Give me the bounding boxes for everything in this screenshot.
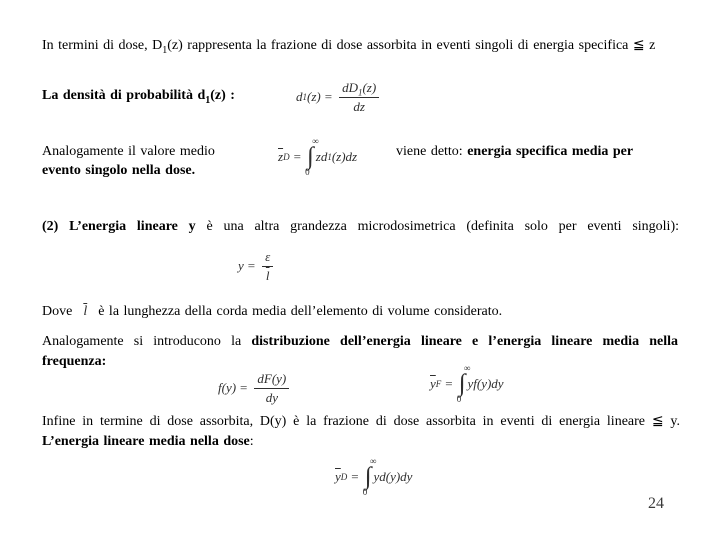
lbar-symbol: $\overline{l}$: [83, 304, 88, 319]
mean-value-right-bold: energia specifica media per: [467, 144, 634, 159]
dose-lineal-bold: L’energia lineare media nella dose: [42, 433, 250, 449]
dose-lineal-colon: :: [249, 433, 254, 449]
equals-sign: =: [240, 380, 248, 395]
denominator: l: [265, 267, 270, 283]
frequency-distribution-plain: Analogamente si introducono la: [42, 334, 252, 349]
equals-sign: =: [293, 149, 301, 164]
chord-length-note: [42, 302, 502, 322]
equals-sign: =: [445, 376, 453, 391]
dose-lineal-paragraph: [42, 412, 680, 452]
infinity-symbol: ∞: [463, 363, 471, 374]
formula-ybar-d: $\overline{y}$ D = ∞ ∫ 0 yd(y)dy: [335, 456, 413, 497]
lower-limit: 0: [305, 166, 310, 177]
integral: [456, 363, 471, 404]
chord-length-note-b: è la lunghezza della corda media dell’elemento di volume considerato.: [98, 304, 503, 319]
subscript-1: 1: [162, 44, 168, 56]
fraction: [262, 249, 273, 284]
formula-y-lineal: [238, 249, 276, 283]
paragraph-dose-intro-text-b: (z) rappresenta la frazione di dose assorbita in eventi singoli di energia specifica ≦ z: [167, 38, 656, 53]
integral-sign: ∫: [306, 143, 314, 171]
equals-sign: =: [247, 258, 256, 273]
paragraph-dose-intro: [42, 36, 678, 56]
infinity-symbol: ∞: [312, 136, 319, 147]
integral-sign: ∫: [364, 463, 372, 491]
formula-zbar-d-body-b: (z)dz: [331, 149, 358, 164]
page-number: 24: [648, 495, 664, 512]
formula-y-lineal-lhs: y: [238, 258, 244, 273]
formula-density: d 1 (z) = $\frac{dD_1(z)}{dz}$: [296, 80, 382, 114]
numerator: $dD_1(z)$: [339, 80, 379, 98]
mean-value-left-line1: Analogamente il valore medio: [42, 144, 215, 159]
density-label: [42, 86, 235, 106]
integral: [362, 456, 377, 497]
paragraph-dose-intro-text-a: In termini di dose, D: [42, 38, 163, 53]
mean-value-right-plain: viene detto:: [396, 144, 468, 159]
formula-zbar-d: $\overline{z}$ D = ∞ ∫ 0 zd 1 (z)dz: [278, 136, 358, 177]
lower-limit: 0: [456, 393, 462, 404]
lineal-energy-heading-bold: (2) L’energia lineare y: [42, 219, 196, 234]
infinity-symbol: ∞: [369, 456, 377, 467]
subscript-1: 1: [205, 94, 211, 106]
lower-limit: 0: [362, 486, 368, 497]
formula-zbar-d-body-a: zd: [315, 149, 328, 164]
denominator: dy: [265, 389, 278, 405]
numerator: ε: [262, 249, 273, 267]
lineal-energy-heading-rest: è una altra grandezza microdosimetrica (definita solo per eventi singoli):: [195, 219, 680, 234]
formula-ybar-f-body: yf(y)dy: [467, 376, 504, 391]
formula-ybar-d-body: yd(y)dy: [373, 469, 413, 484]
formula-density-lhs-args: (z): [307, 89, 321, 104]
fraction: [339, 80, 379, 115]
mean-value-left-line2: evento singolo nella dose.: [42, 163, 196, 178]
density-label-text-a: La densità di probabilità d: [42, 88, 206, 103]
formula-zbar-d-lhs: $\overline{z}$: [278, 149, 284, 164]
formula-ybar-f: $\overline{y}$ F = ∞ ∫ 0 yf(y)dy: [430, 363, 504, 404]
formula-fy: [218, 371, 292, 405]
integral-sign: ∫: [458, 370, 466, 398]
density-label-text-b: (z) :: [210, 88, 235, 103]
formula-ybar-d-lhs: $\overline{y}$: [335, 469, 341, 484]
equals-sign: =: [351, 469, 359, 484]
fraction: [254, 371, 289, 406]
denominator: dz: [353, 98, 365, 114]
integral: [305, 136, 319, 177]
frequency-distribution-paragraph: [42, 332, 678, 372]
mean-value-right: [396, 142, 682, 162]
formula-ybar-f-lhs: $\overline{y}$: [430, 376, 436, 391]
formula-density-lhs: d: [296, 89, 303, 104]
equals-sign: =: [324, 89, 333, 104]
lineal-energy-heading: [42, 217, 679, 237]
dose-lineal-plain: Infine in termine di dose assorbita, D(y) è la frazione di dose assorbita in eventi di energia lineare ≦ y.: [42, 414, 680, 429]
numerator: dF(y): [254, 371, 289, 389]
frequency-distribution-bold: distribuzione dell’energia lineare e l’energia lineare media nella frequenza:: [42, 334, 678, 369]
formula-fy-lhs: f(y): [218, 380, 237, 395]
chord-length-note-a: Dove: [42, 304, 73, 319]
